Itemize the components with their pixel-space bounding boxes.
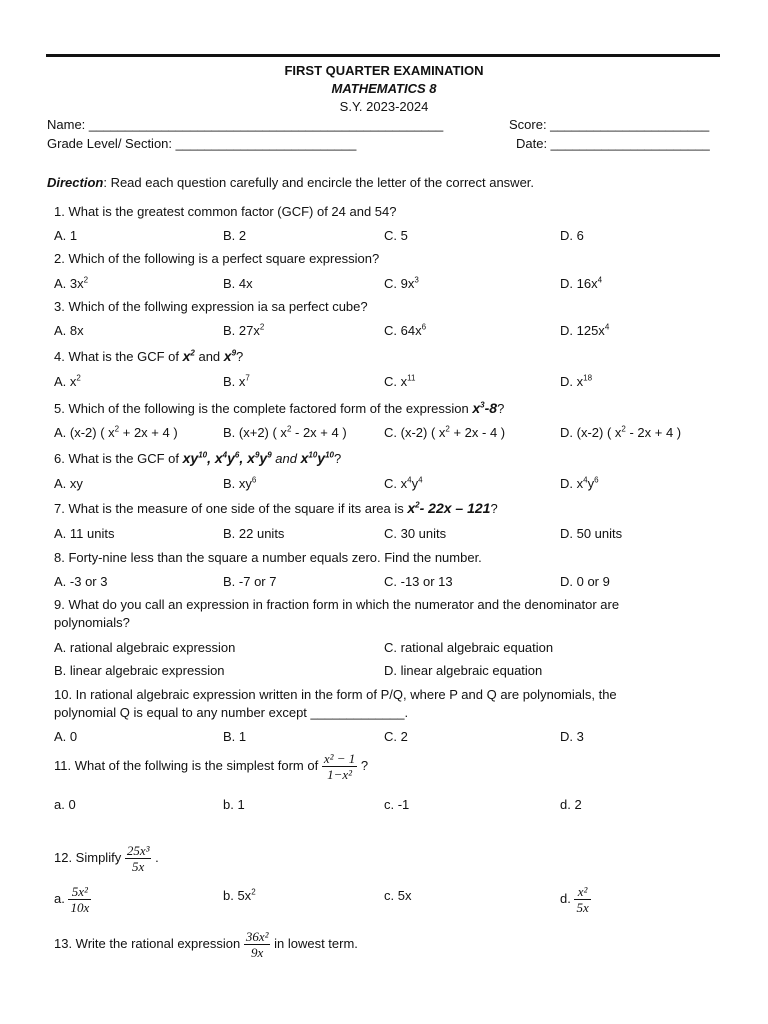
question-7: 7. What is the measure of one side of the square if its area is $x^2-$ 22x – 121? [54, 500, 498, 516]
q7-choice-c[interactable]: C. 30 units [384, 526, 447, 541]
q5-choice-c[interactable]: C. (x-2) ( $x^2 + 2x - 4$ ) [384, 424, 506, 440]
q2-choice-c[interactable]: C. $9x^3$ [384, 275, 419, 291]
subject-title: MATHEMATICS 8 [331, 81, 437, 96]
q10-choice-d[interactable]: D. 3 [560, 729, 584, 744]
question-11: 11. What of the follwing is the simplest form of $\frac{\text{x² − 1}}{\text{1−x²}}$ ? [54, 751, 369, 782]
q2-choice-b[interactable]: B. 4x [223, 276, 253, 291]
q4-choice-c[interactable]: C. $x^{11}$ [384, 373, 416, 389]
school-year: S.Y. 2023-2024 [339, 99, 429, 114]
q5-choice-d[interactable]: D. (x-2) ( $x^2 - 2x + 4$ ) [560, 424, 682, 440]
grade-section-field: Grade Level/ Section: _________________________ [47, 136, 357, 151]
q12-choice-d[interactable]: d. $\frac{\text{x²}}{5x}$ [560, 884, 589, 915]
q7-choice-b[interactable]: B. 22 units [223, 526, 285, 541]
q2-choice-d[interactable]: D. $16x^4$ [560, 275, 603, 291]
exam-title: FIRST QUARTER EXAMINATION [284, 63, 484, 78]
q3-choice-d[interactable]: D. $125x^4$ [560, 322, 610, 338]
q5-choice-a[interactable]: A. (x-2) ( $x^2 + 2x + 4$ ) [54, 424, 178, 440]
q9-choice-d[interactable]: D. linear algebraic equation [384, 663, 543, 678]
q4-choice-a[interactable]: A. $x^2$ [54, 373, 81, 389]
question-12: 12. Simplify $\frac{\text{25x³}}{5x}$ . [54, 843, 159, 874]
q3-choice-a[interactable]: A. 8x [54, 323, 84, 338]
name-field: Name: _________________________________________________ [47, 117, 444, 132]
direction [47, 175, 534, 190]
q6-choice-a[interactable]: A. xy [54, 476, 83, 491]
date-field: Date: ______________________ [516, 136, 710, 151]
q4-choice-d[interactable]: D. $x^{18}$ [560, 373, 593, 389]
q6-choice-d[interactable]: D. $x^4y^6$ [560, 475, 599, 491]
q5-choice-b[interactable]: B. (x+2) ( $x^2 - 2x + 4$ ) [223, 424, 347, 440]
q1-choice-d[interactable]: D. 6 [560, 228, 584, 243]
q12-choice-c[interactable]: c. 5x [384, 888, 412, 903]
question-2: 2. Which of the following is a perfect square expression? [54, 251, 380, 266]
question-1: 1. What is the greatest common factor (GCF) of 24 and 54? [54, 204, 397, 219]
q10-choice-b[interactable]: B. 1 [223, 729, 247, 744]
question-9-line-2: polynomials? [54, 615, 130, 630]
q12-choice-a[interactable]: a. $\frac{\text{5x²}}{10x}$ [54, 884, 90, 915]
q11-choice-a[interactable]: a. 0 [54, 797, 76, 812]
q12-choice-b[interactable]: b. $5x^2$ [223, 887, 256, 903]
question-6: 6. What is the GCF of $xy^{10}$, $x^4y^6$, $x^9y^9$ and $x^{10}y^{10}$? [54, 450, 342, 466]
q11-choice-c[interactable]: c. -1 [384, 797, 410, 812]
q10-choice-c[interactable]: C. 2 [384, 729, 408, 744]
q10-choice-a[interactable]: A. 0 [54, 729, 78, 744]
q6-choice-c[interactable]: C. $x^4y^4$ [384, 475, 423, 491]
q12-fraction: $\frac{\text{25x³}}{5x}$ [126, 843, 150, 874]
q11-choice-b[interactable]: b. 1 [223, 797, 245, 812]
q7-choice-a[interactable]: A. 11 units [54, 526, 115, 541]
q8-choice-d[interactable]: D. 0 or 9 [560, 574, 610, 589]
q8-choice-b[interactable]: B. -7 or 7 [223, 574, 277, 589]
question-3: 3. Which of the follwing expression ia sa perfect cube? [54, 299, 368, 314]
q8-choice-c[interactable]: C. -13 or 13 [384, 574, 453, 589]
direction-label: Direction [47, 175, 104, 190]
q1-choice-a[interactable]: A. 1 [54, 228, 78, 243]
question-13: 13. Write the rational expression $\frac{\text{36x²}}{9x}$ in lowest term. [54, 929, 358, 960]
q11-choice-d[interactable]: d. 2 [560, 797, 582, 812]
q6-choice-b[interactable]: B. $xy^6$ [223, 475, 257, 491]
q9-choice-c[interactable]: C. rational algebraic equation [384, 640, 554, 655]
q1-choice-c[interactable]: C. 5 [384, 228, 408, 243]
top-rule [46, 54, 720, 57]
q1-choice-b[interactable]: B. 2 [223, 228, 247, 243]
question-10-line-2: polynomial Q is equal to any number except _____________. [54, 705, 409, 720]
direction-text: : Read each question carefully and encircle the letter of the correct answer. [103, 175, 535, 190]
q13-fraction: $\frac{\text{36x²}}{9x}$ [245, 929, 269, 960]
question-10-line-1: 10. In rational algebraic expression written in the form of P/Q, where P and Q are polynomials, the [54, 687, 617, 702]
question-5: 5. Which of the following is the complete factored form of the expression $x^3-8$? [54, 400, 505, 416]
q9-choice-a[interactable]: A. rational algebraic expression [54, 640, 236, 655]
score-field: Score: ______________________ [509, 117, 710, 132]
question-4: 4. What is the GCF of $x^2$ and $x^9$? [54, 348, 244, 364]
question-9-line-1: 9. What do you call an expression in fraction form in which the numerator and the denominator are [54, 597, 620, 612]
q4-choice-b[interactable]: B. $x^7$ [223, 373, 250, 389]
q3-choice-b[interactable]: B. $27x^2$ [223, 322, 265, 338]
q8-choice-a[interactable]: A. -3 or 3 [54, 574, 108, 589]
q7-choice-d[interactable]: D. 50 units [560, 526, 623, 541]
q3-choice-c[interactable]: C. $64x^6$ [384, 322, 427, 338]
q11-fraction: $\frac{\text{x² − 1}}{\text{1−x²}}$ [323, 751, 356, 782]
q9-choice-b[interactable]: B. linear algebraic expression [54, 663, 225, 678]
question-8: 8. Forty-nine less than the square a number equals zero. Find the number. [54, 550, 482, 565]
q2-choice-a[interactable]: A. $3x^2$ [54, 275, 89, 291]
